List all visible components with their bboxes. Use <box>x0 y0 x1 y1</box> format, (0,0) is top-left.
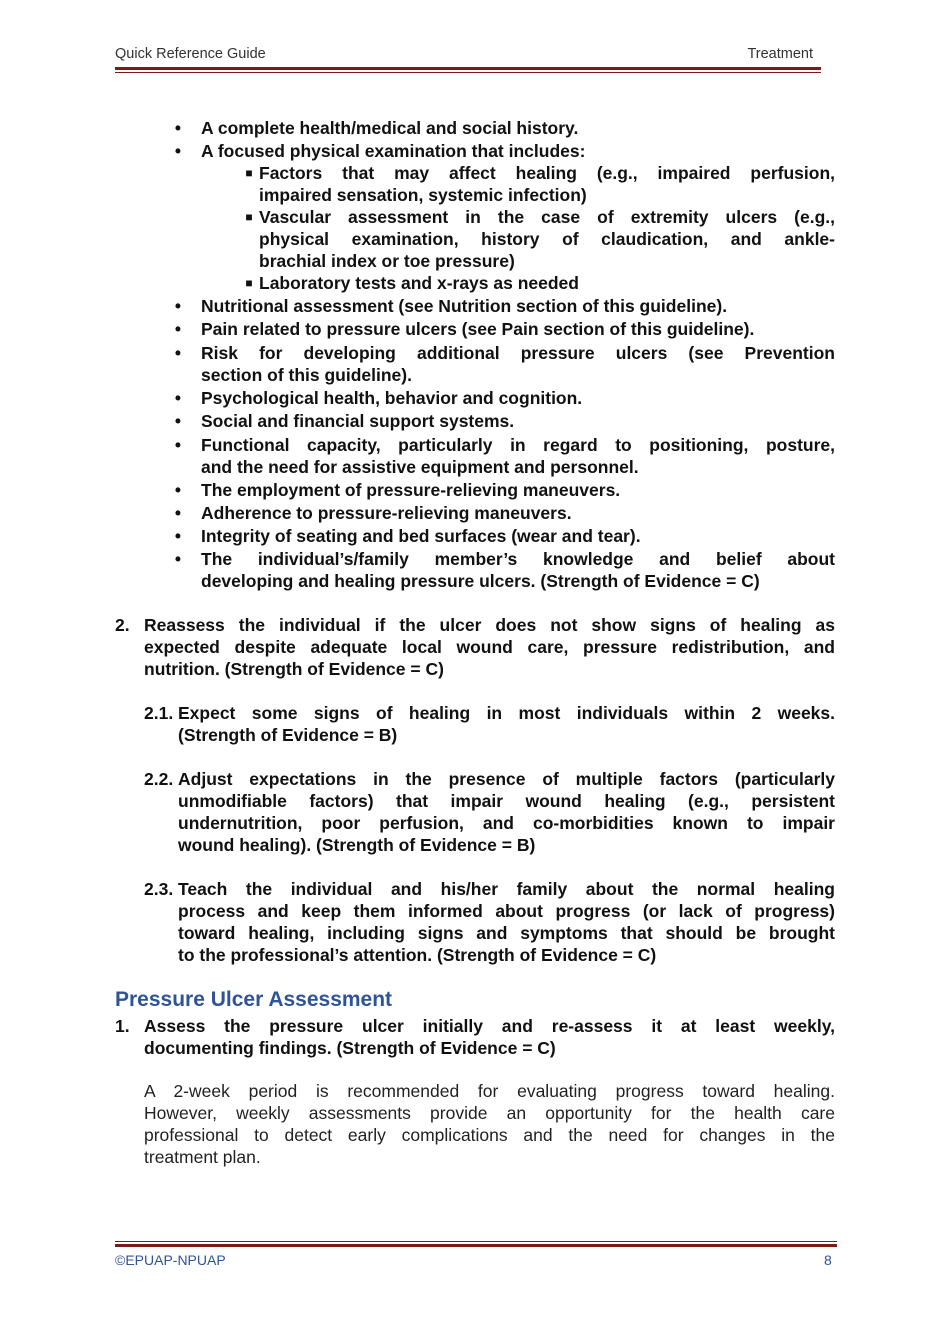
item-number: 2.1. <box>144 703 174 723</box>
square-bullet-icon: ■ <box>245 276 253 290</box>
bullet-icon: • <box>174 435 182 455</box>
item-line: process and keep them informed about progress (or lack of progress) <box>178 901 835 921</box>
footer-rule-thin <box>115 1241 837 1242</box>
list-item-text: section of this guideline). <box>201 365 412 385</box>
page-header <box>115 46 821 66</box>
bullet-icon: • <box>174 549 182 569</box>
item-line: toward healing, including signs and symptoms that should be brought <box>178 923 835 943</box>
bullet-icon: • <box>174 319 182 339</box>
header-rule-thin <box>115 72 821 73</box>
header-rule-thick <box>115 67 821 70</box>
item-line: (Strength of Evidence = B) <box>178 725 398 745</box>
list-item-text: Pain related to pressure ulcers (see Pain section of this guideline). <box>201 319 755 339</box>
item-line: Assess the pressure ulcer initially and re-assess it at least weekly, <box>144 1016 835 1036</box>
list-item-text: Risk for developing additional pressure ulcers (see Prevention <box>201 343 835 363</box>
page-number: 8 <box>824 1252 832 1268</box>
body-paragraph <box>144 1080 835 1168</box>
list-item-text: Social and financial support systems. <box>201 411 515 431</box>
bullet-icon: • <box>174 296 182 316</box>
item-line: to the professional’s attention. (Strength of Evidence = C) <box>178 945 657 965</box>
sub-list-item-line: impaired sensation, systemic infection) <box>259 185 587 205</box>
bullet-icon: • <box>174 343 182 363</box>
sub-list-item-line: physical examination, history of claudication, and ankle- <box>259 229 835 249</box>
bullet-icon: • <box>174 503 182 523</box>
item-line: undernutrition, poor perfusion, and co-morbidities known to impair <box>178 813 835 833</box>
item-line: wound healing). (Strength of Evidence = B) <box>178 835 536 855</box>
paragraph-line: A 2-week period is recommended for evaluating progress toward healing. <box>144 1081 835 1101</box>
item-line: Teach the individual and his/her family about the normal healing <box>178 879 835 899</box>
paragraph-line: However, weekly assessments provide an opportunity for the health care <box>144 1103 835 1123</box>
square-bullet-icon: ■ <box>245 210 253 224</box>
list-item-text: A complete health/medical and social history. <box>201 118 579 138</box>
sub-list-item-line: Vascular assessment in the case of extremity ulcers (e.g., <box>259 207 835 227</box>
list-item-text: and the need for assistive equipment and personnel. <box>201 457 639 477</box>
item-line: Reassess the individual if the ulcer does not show signs of healing as <box>144 615 835 635</box>
square-bullet-icon: ■ <box>245 166 253 180</box>
header-section: Treatment <box>747 46 813 62</box>
footer-copyright: ©EPUAP-NPUAP <box>115 1252 226 1268</box>
item-number: 1. <box>115 1016 130 1036</box>
footer-rule-thick <box>115 1244 837 1247</box>
item-line: documenting findings. (Strength of Evidence = C) <box>144 1038 556 1058</box>
sub-list-item-line: Factors that may affect healing (e.g., impaired perfusion, <box>259 163 835 183</box>
item-line: Adjust expectations in the presence of multiple factors (particularly <box>178 769 835 789</box>
item-line: unmodifiable factors) that impair wound healing (e.g., persistent <box>178 791 835 811</box>
item-number: 2.3. <box>144 879 174 899</box>
bullet-icon: • <box>174 388 182 408</box>
list-item-text: Nutritional assessment (see Nutrition section of this guideline). <box>201 296 728 316</box>
item-line: Expect some signs of healing in most individuals within 2 weeks. <box>178 703 835 723</box>
item-number: 2. <box>115 615 130 635</box>
list-item-text: The individual’s/family member’s knowledge and belief about <box>201 549 835 569</box>
list-item-text: Psychological health, behavior and cognition. <box>201 388 583 408</box>
bullet-icon: • <box>174 480 182 500</box>
header-title: Quick Reference Guide <box>115 46 266 62</box>
list-item-text: The employment of pressure-relieving maneuvers. <box>201 480 621 500</box>
list-item-text: Integrity of seating and bed surfaces (wear and tear). <box>201 526 641 546</box>
sub-list-item-line: Laboratory tests and x-rays as needed <box>259 273 579 293</box>
bullet-icon: • <box>174 411 182 431</box>
item-number: 2.2. <box>144 769 174 789</box>
section-heading: Pressure Ulcer Assessment <box>115 988 393 1011</box>
paragraph-line: professional to detect early complications and the need for changes in the <box>144 1125 835 1145</box>
list-item-text: Adherence to pressure-relieving maneuvers. <box>201 503 572 523</box>
bullet-icon: • <box>174 141 182 161</box>
bullet-icon: • <box>174 118 182 138</box>
paragraph-line: treatment plan. <box>144 1147 261 1167</box>
sub-list-item-line: brachial index or toe pressure) <box>259 251 515 271</box>
list-item-text: Functional capacity, particularly in regard to positioning, posture, <box>201 435 835 455</box>
list-item-text: developing and healing pressure ulcers. (Strength of Evidence = C) <box>201 571 760 591</box>
bullet-icon: • <box>174 526 182 546</box>
item-line: nutrition. (Strength of Evidence = C) <box>144 659 444 679</box>
item-line: expected despite adequate local wound care, pressure redistribution, and <box>144 637 835 657</box>
list-item-text: A focused physical examination that includes: <box>201 141 586 161</box>
